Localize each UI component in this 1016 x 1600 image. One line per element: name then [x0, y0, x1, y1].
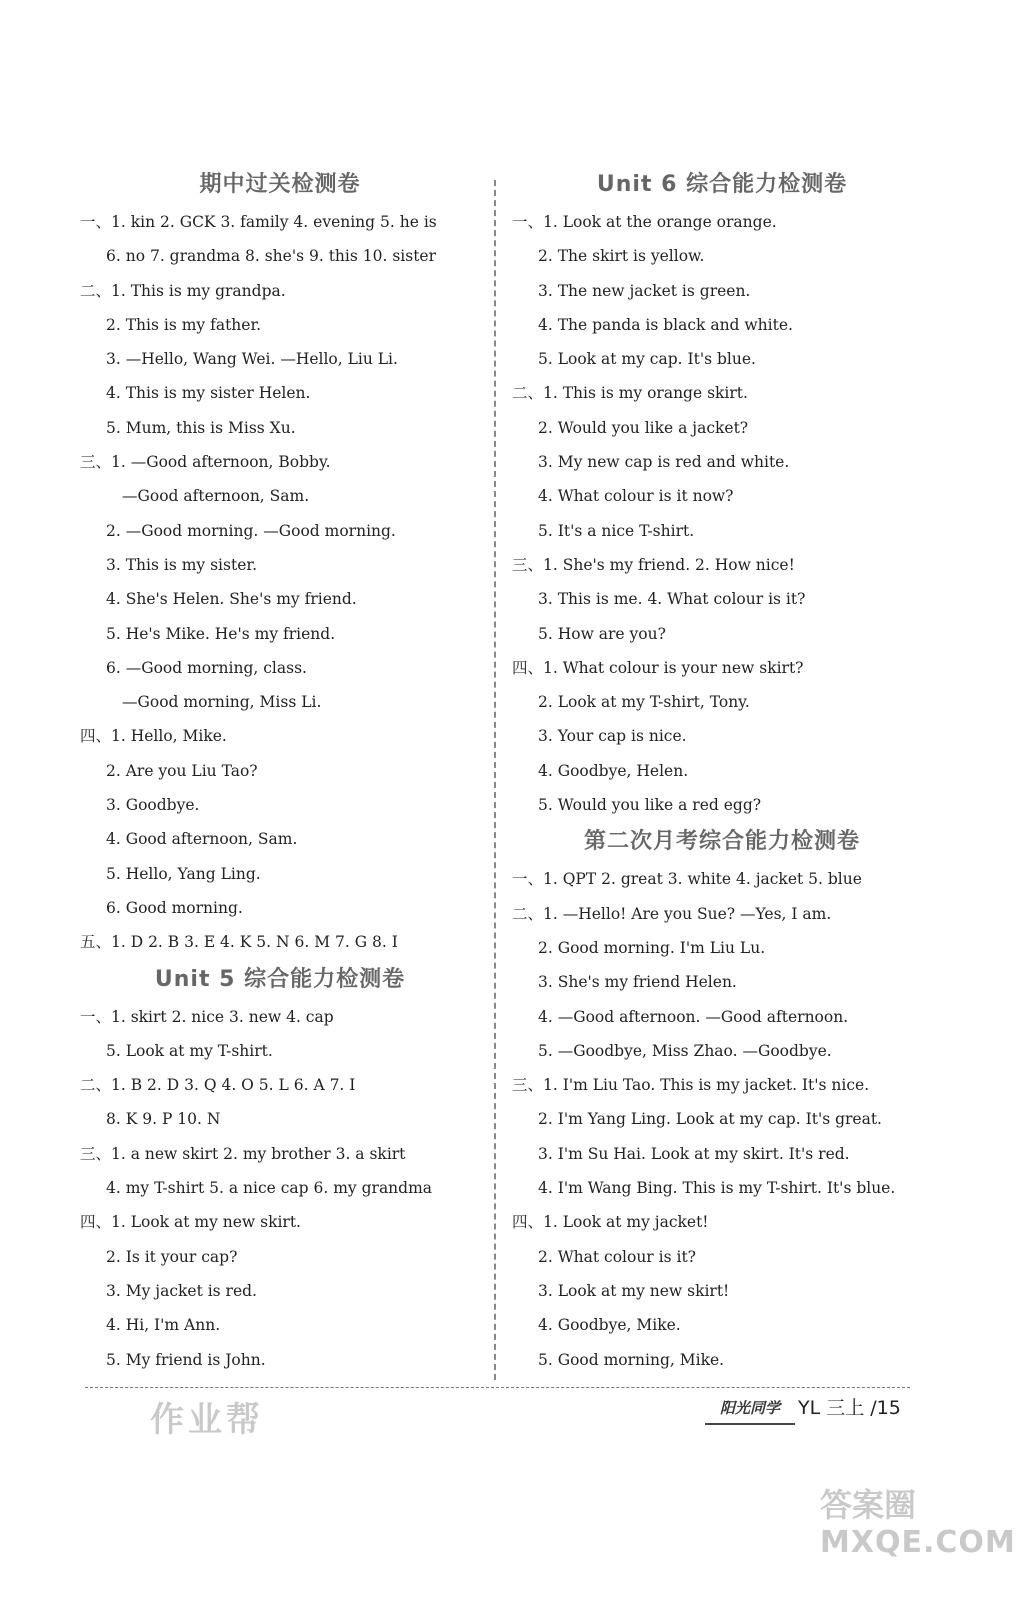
answer-line: 3. This is my sister.	[106, 555, 257, 574]
answer-line: 4. She's Helen. She's my friend.	[106, 590, 357, 609]
answer-line: 5. How are you?	[538, 624, 666, 643]
answer-line: —Good afternoon, Sam.	[122, 487, 310, 506]
section-title: Unit 6 综合能力检测卷	[596, 172, 848, 197]
answer-line: 三、1. a new skirt 2. my brother 3. a skirt	[80, 1144, 406, 1163]
section-title: Unit 5 综合能力检测卷	[154, 966, 406, 992]
answer-line: 3. I'm Su Hai. Look at my skirt. It's red.	[538, 1144, 850, 1163]
answer-line: 4. I'm Wang Bing. This is my T-shirt. It's blue.	[538, 1179, 896, 1198]
answer-line: 三、1. —Good afternoon, Bobby.	[80, 453, 331, 472]
section-title: 期中过关检测卷	[199, 172, 361, 197]
section-title: 第二次月考综合能力检测卷	[583, 829, 860, 855]
answer-line: 3. This is me. 4. What colour is it?	[538, 590, 806, 609]
answer-line: 4. This is my sister Helen.	[106, 384, 311, 403]
watermark-bottom-left: 作业帮	[150, 1400, 264, 1440]
answer-line: 三、1. She's my friend. 2. How nice!	[512, 555, 795, 574]
answer-line: 一、1. skirt 2. nice 3. new 4. cap	[80, 1007, 334, 1026]
left-column	[80, 165, 480, 1377]
answer-line: 2. What colour is it?	[538, 1247, 696, 1266]
answer-line: 一、1. kin 2. GCK 3. family 4. evening 5. he is	[80, 213, 437, 231]
answer-line: 3. My jacket is red.	[106, 1281, 257, 1300]
answer-line: 5. Hello, Yang Ling.	[106, 864, 261, 883]
answer-line: 5. Good morning, Mike.	[538, 1350, 725, 1369]
answer-line: 4. What colour is it now?	[538, 487, 734, 506]
answer-line: 2. I'm Yang Ling. Look at my cap. It's great.	[538, 1110, 882, 1129]
answer-line: 四、1. Look at my new skirt.	[80, 1213, 301, 1232]
answer-line: 2. Good morning. I'm Liu Lu.	[538, 938, 766, 957]
answer-line: 3. The new jacket is green.	[538, 281, 751, 300]
answer-line: 3. My new cap is red and white.	[538, 453, 790, 472]
answer-line: 二、1. B 2. D 3. Q 4. O 5. L 6. A 7. I	[80, 1076, 356, 1095]
answer-line: 2. The skirt is yellow.	[538, 247, 705, 266]
answer-line: 二、1. This is my orange skirt.	[512, 384, 748, 403]
answer-line: 3. Your cap is nice.	[538, 727, 687, 746]
column-divider	[494, 180, 496, 1380]
answer-line: 6. no 7. grandma 8. she's 9. this 10. sister	[106, 247, 437, 266]
watermark-bottom-right: 答案圈	[820, 1486, 917, 1524]
answer-line: 4. Good afternoon, Sam.	[106, 830, 298, 849]
answer-line: 2. Are you Liu Tao?	[106, 761, 258, 780]
answer-line: 2. Is it your cap?	[106, 1247, 238, 1266]
answer-line: 5. He's Mike. He's my friend.	[106, 624, 336, 643]
footer-divider	[85, 1387, 910, 1388]
answer-line: —Good morning, Miss Li.	[122, 693, 322, 712]
answer-line: 四、1. What colour is your new skirt?	[512, 658, 804, 677]
answer-line: 6. Good morning.	[106, 898, 243, 917]
answer-line: 5. Look at my T-shirt.	[106, 1041, 273, 1060]
answer-line: 2. This is my father.	[106, 315, 262, 334]
answer-line: 一、1. Look at the orange orange.	[512, 213, 777, 231]
answer-line: 5. —Goodbye, Miss Zhao. —Goodbye.	[538, 1041, 832, 1060]
answer-line: 五、1. D 2. B 3. E 4. K 5. N 6. M 7. G 8. I	[80, 933, 398, 952]
answer-line: 6. —Good morning, class.	[106, 658, 307, 677]
answer-line: 4. my T-shirt 5. a nice cap 6. my grandma	[106, 1179, 433, 1198]
answer-line: 二、1. —Hello! Are you Sue? —Yes, I am.	[512, 904, 832, 923]
answer-line: 5. My friend is John.	[106, 1350, 266, 1369]
answer-line: 4. Goodbye, Mike.	[538, 1316, 681, 1335]
answer-line: 5. Mum, this is Miss Xu.	[106, 418, 296, 437]
answer-line: 2. Would you like a jacket?	[538, 418, 749, 437]
answer-line: 3. Look at my new skirt!	[538, 1281, 730, 1300]
answer-line: 三、1. I'm Liu Tao. This is my jacket. It's nice.	[512, 1076, 870, 1095]
answer-line: 5. Look at my cap. It's blue.	[538, 350, 756, 369]
right-column	[512, 165, 932, 1377]
answer-line: 2. Look at my T-shirt, Tony.	[538, 693, 750, 712]
answer-line: 4. Goodbye, Helen.	[538, 761, 689, 780]
page-info: YL 三上 /15	[798, 1397, 901, 1419]
answer-line: 8. K 9. P 10. N	[106, 1110, 221, 1129]
answer-line: 二、1. This is my grandpa.	[80, 281, 286, 300]
answer-line: 4. The panda is black and white.	[538, 315, 793, 334]
answer-line: 四、1. Hello, Mike.	[80, 727, 227, 746]
watermark-site: MXQE.COM	[820, 1525, 1016, 1560]
answer-line: 3. She's my friend Helen.	[538, 973, 737, 992]
answer-line: 一、1. QPT 2. great 3. white 4. jacket 5. blue	[512, 870, 862, 889]
answer-line: 2. —Good morning. —Good morning.	[106, 521, 396, 540]
answer-line: 四、1. Look at my jacket!	[512, 1213, 709, 1232]
answer-line: 5. It's a nice T-shirt.	[538, 521, 695, 540]
answer-line: 4. Hi, I'm Ann.	[106, 1316, 221, 1335]
answer-line: 3. —Hello, Wang Wei. —Hello, Liu Li.	[106, 350, 398, 369]
answer-line: 4. —Good afternoon. —Good afternoon.	[538, 1007, 849, 1026]
brand-logo: 阳光同学	[705, 1393, 795, 1425]
answer-line: 5. Would you like a red egg?	[538, 796, 762, 815]
answer-line: 3. Goodbye.	[106, 796, 200, 815]
